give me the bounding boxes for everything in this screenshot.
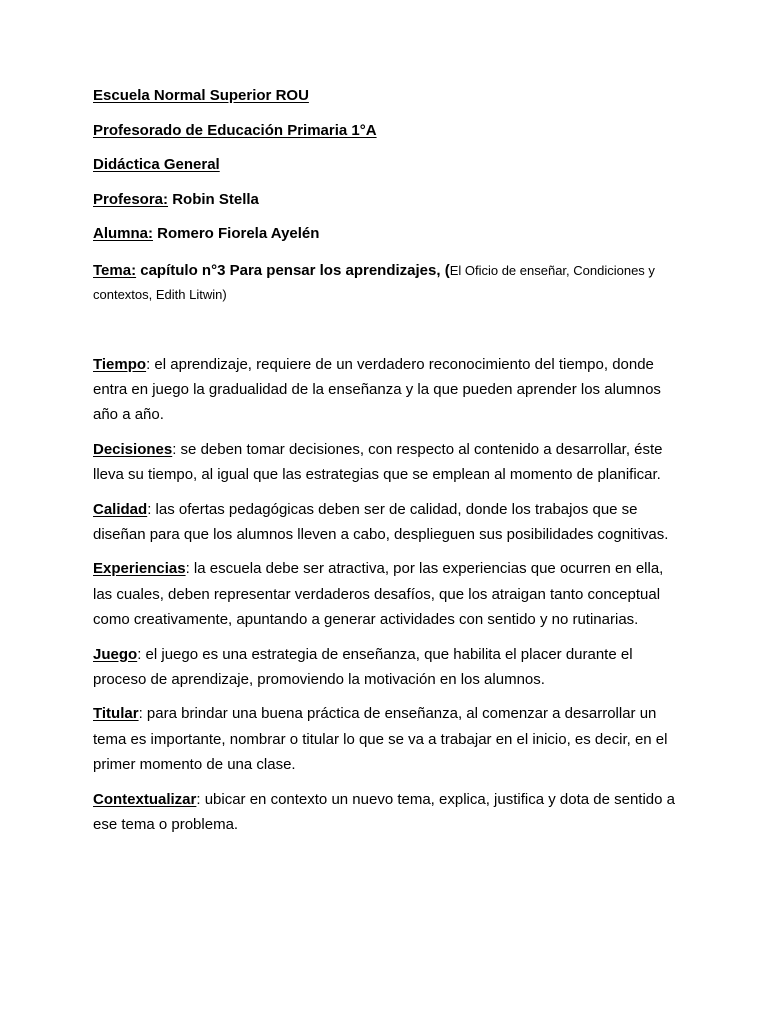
entry-paragraph [93,642,683,692]
entry-paragraph [93,556,683,632]
student-label: Alumna: [93,225,153,242]
entry-paragraph [93,787,683,837]
header-school [93,86,683,106]
subject-name: Didáctica General [93,156,220,173]
header-topic [93,259,683,307]
topic-title: capítulo n°3 Para pensar los aprendizajes, ( [140,261,450,279]
entry-text: : el juego es una estrategia de enseñanza, que habilita el placer durante el proceso de aprendizaje, promoviendo la motivación en los alumnos. [93,645,633,688]
entry-term: Contextualizar [93,790,197,808]
header-program [93,121,683,141]
entry-term: Tiempo [93,355,147,373]
school-name: Escuela Normal Superior ROU [93,87,309,104]
entry-text: : el aprendizaje, requiere de un verdadero reconocimiento del tiempo, donde entra en juego la gradualidad de la enseñanza y la que pueden aprender los alumnos año a año. [93,355,661,423]
teacher-name: Robin Stella [172,190,259,208]
entry-term: Calidad [93,500,148,518]
section-spacer [93,307,683,352]
topic-source: El Oficio de enseñar, Condiciones y contextos, Edith Litwin) [93,262,655,302]
teacher-label: Profesora: [93,190,169,208]
entry-term: Titular [93,705,139,723]
entry-paragraph [93,497,683,547]
topic-label: Tema: [93,261,137,279]
entry-paragraph [93,352,683,428]
entry-text: : para brindar una buena práctica de enseñanza, al comenzar a desarrollar un tema es importante, nombrar o titular lo que se va a trabajar en el inicio, es decir, en el primer momento de una clase. [93,705,668,773]
entry-text: : la escuela debe ser atractiva, por las experiencias que ocurren en ella, las cuales, deben representar verdaderos desafíos, que los atraigan tanto conceptual como creativamente, apuntando a generar actividades con sentido y no rutinarias. [93,560,664,628]
program-name: Profesorado de Educación Primaria 1°A [93,121,377,139]
header-teacher [93,190,683,210]
entry-term: Decisiones [93,440,173,458]
header-subject [93,155,683,175]
entry-text: : se deben tomar decisiones, con respecto al contenido a desarrollar, éste lleva su tiempo, al igual que las estrategias que se emplean al momento de planificar. [93,440,663,483]
entry-paragraph [93,437,683,487]
document-body [93,86,683,846]
student-name: Romero Fiorela Ayelén [157,225,320,242]
entry-text: : las ofertas pedagógicas deben ser de calidad, donde los trabajos que se diseñan para que los alumnos lleven a cabo, desplieguen sus posibilidades cognitivas. [93,500,669,543]
header-student [93,224,683,244]
entry-term: Juego [93,645,138,663]
entry-term: Experiencias [93,560,186,578]
entry-paragraph [93,701,683,777]
entry-text: : ubicar en contexto un nuevo tema, explica, justifica y dota de sentido a ese tema o problema. [93,790,675,833]
